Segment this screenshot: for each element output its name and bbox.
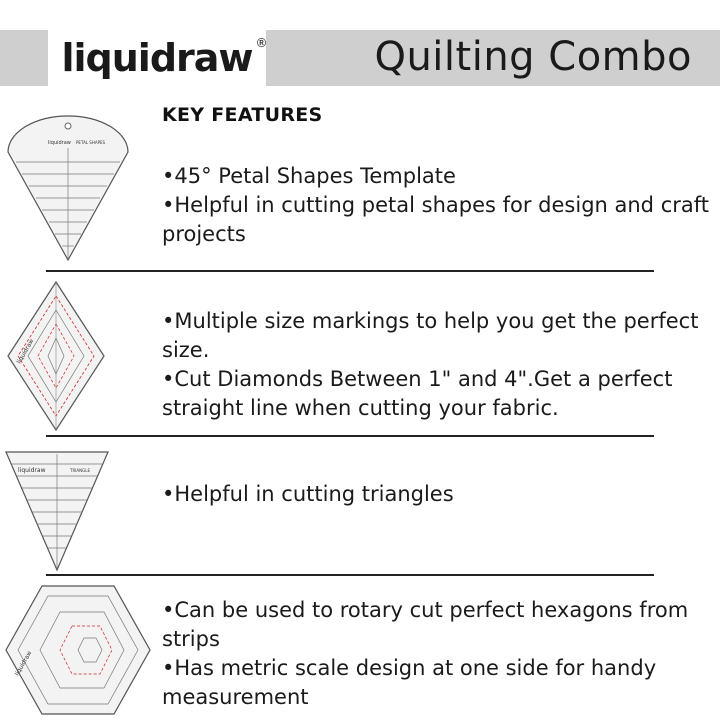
feature-bullet: •Has metric scale design at one side for handy measurement [162,656,657,709]
petal-template-image [4,112,132,262]
section-divider [46,270,654,272]
svg-text:liquidraw: liquidraw [48,140,71,146]
page-title: Quilting Combo [374,34,692,80]
section-divider [46,435,654,437]
key-features-heading: KEY FEATURES [162,104,323,126]
logo-text: liquidraw [61,36,253,80]
feature-section-triangle [162,480,714,509]
feature-bullet: •Helpful in cutting petal shapes for design and craft projects [162,193,709,246]
svg-text:liquidraw: liquidraw [18,467,46,474]
logo-wordmark [61,36,267,80]
feature-section-diamond [162,307,714,423]
diamond-ruler-image [4,280,108,432]
feature-section-hexagon [162,596,714,712]
header-banner [0,30,720,86]
svg-text:liquidraw: liquidraw [15,337,36,365]
feature-bullet: •Multiple size markings to help you get the perfect size. [162,309,699,362]
section-divider [46,574,654,576]
svg-text:TRIANGLE: TRIANGLE [70,468,90,473]
svg-text:liquidraw: liquidraw [13,649,34,677]
feature-bullet: •Cut Diamonds Between 1" and 4".Get a perfect straight line when cutting your fabric. [162,367,673,420]
feature-bullet: •Can be used to rotary cut perfect hexagons from strips [162,598,689,651]
feature-bullet: •Helpful in cutting triangles [162,482,454,506]
feature-bullet: •45° Petal Shapes Template [162,164,456,188]
feature-section-petal [162,162,714,249]
hexagon-ruler-image [4,584,152,716]
triangle-ruler-image [4,450,110,572]
brand-logo [48,30,266,86]
registered-mark: ® [255,36,267,50]
svg-text:PETAL SHAPES: PETAL SHAPES [76,140,106,145]
